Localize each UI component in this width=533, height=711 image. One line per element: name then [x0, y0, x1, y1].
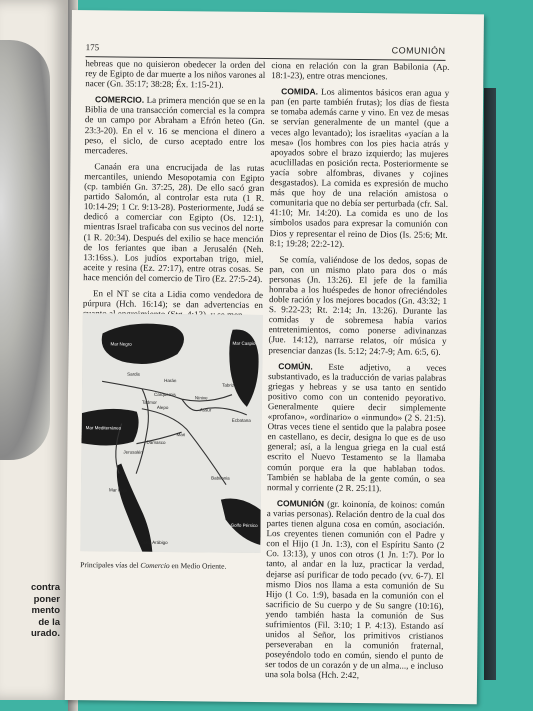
map-label: Golfo Arábigo	[140, 539, 168, 546]
entry-text: (gr. koinonía, de koinos: común a varias personas). Relación dentro de la cual dos partes tienen alguna cosa en común, asociación. Los creyentes tienen comunión con el Padre y con el Hijo (1 Jn. 1:3), con el Espíritu Santo (2 Co. 13:13), y unos con otros (1 Jn. 1:7). Por lo tanto, al andar en la luz, practicar la verdad, dejarse así purificar de todo pecado (vv. 6-7). El mismo Dios nos llama a esta comunión de Su Hijo (1 Co. 1:9), basada en la comunión con el sacrificio de Su cuerpo y de Su sangre (10:16), yendo también hasta la comunión de Sus sufrimientos (Fil. 3:10; 1 P. 4:13). Estando así unidos al Señor, los primitivos cristianos perseveraban en la comunión fraternal, poseyéndolo todo en común, siendo el punto de ser todos de un corazón y de un alma..., e incluso una sola bolsa (Hch. 2:42,	[264, 498, 445, 681]
map-label: Babilonia	[211, 475, 230, 481]
map-label: Mar Caspio	[232, 340, 256, 346]
map-label: Damasco	[146, 439, 166, 446]
map-label: Assur	[199, 407, 212, 413]
map-graphic	[80, 313, 262, 553]
trade-routes-map	[80, 313, 262, 553]
map-label: Nínive	[194, 395, 208, 401]
paragraph: En el NT se cita a Lidia como vendedora de púrpura (Hch. 16:14); se dan advertencias en	[82, 288, 264, 311]
map-label: Golfo Pérsico	[230, 522, 258, 528]
entry-comun	[267, 361, 446, 494]
entry-comunion	[265, 498, 445, 682]
map-label: Mar Rojo	[108, 487, 128, 493]
left-page	[0, 0, 68, 700]
entry-heading: COMUNIÓN	[276, 498, 325, 509]
left-column	[83, 58, 266, 326]
map-label: Mari	[176, 432, 186, 438]
paragraph: Canaán era una encrucijada de las rutas mercantiles, uniendo Mesopotamia con Egipto (cp. también Gn. 37:25, 28). De ello sacó gran partido Salomón, al controlar esta ruta (1 R. 10:14-29; 1 Cr. 9:13-28). Posteriormente, Judá se dedicó a comerciar con Egipto (Os. 12:1), mientras Israel traficaba con sus vecinos del norte (1 R. 20:34). Después del exilio se hace mención de los feriantes que iban a Jerusalén (Neh. 13:16ss.). Los judíos exportaban trigo, miel, aceite y resina (Ez. 27:17), entre otras cosas. Se hace mención del comercio de Tiro (Ez. 27:5-24).	[83, 161, 265, 284]
running-title: COMUNIÓN	[391, 45, 446, 56]
paragraph: ciona en relación con la gran Babilonia (Ap. 18:1-23), entre otras menciones.	[271, 60, 450, 82]
left-page-caption: contra poner mento de la urado.	[30, 582, 60, 639]
entry-heading: COMÚN.	[278, 360, 313, 372]
map-label: Ecbatana	[231, 417, 251, 423]
entry-comercio	[84, 94, 265, 156]
map-label: Sardis	[127, 371, 140, 377]
page-number: 175	[85, 42, 100, 53]
map-label: Mar Mediterráneo	[85, 425, 122, 431]
entry-heading: COMERCIO.	[95, 94, 145, 106]
entry-text: La primera mención que se en la Biblia de una transacción comercial es la compra de un campo por Abraham a Efrón heteo (Gn. 23:3-20). En el v. 16 se menciona el dinero a peso, el siclo, de curso aceptado entre los mercaderes.	[84, 95, 266, 156]
map-label: Mar Negro	[110, 341, 132, 347]
entry-comida	[270, 86, 450, 249]
book-cover-edge	[484, 88, 496, 680]
entry-text: Este adjetivo, a veces substantivado, es la traducción de varias palabras griegas y hebreas y se usa tanto en sentido positivo como con un contenido peyorativo. Generalmente quiere decir simplemente «profano», «ordinario» o «inmundo» (2 S. 21:5). Otras veces tiene el sentido que la palabra posee en castellano, es decir, designa lo que es de uso general; así, a la lengua griega en la cual está escrito el Nuevo Testamento se la llamaba común porque era la que hablaban todos. También se hablaba de la gente común, o sea normal y corriente (2 R. 25:11).	[266, 361, 447, 494]
map-label: Carquemis	[153, 391, 176, 398]
entry-text: Los alimentos básicos eran agua y pan (en parte también frutas); los días de fiesta se tomaba además carne y vino. En vez de mesas se servían generalmente de un mantel (que a veces algo levantado); los israelitas «yacían a la mesa» (los hombres con los pies hacia atrás y apoyados sobre el brazo izquierdo; las mujeres acuclilladas en posición recta. Posteriormente se yacía sobre alfombras, divanes y cojines desgastados). La comida es expresión de mucho más que hoy de una relación amistosa o comunitaria que no debía ser perturbada (cfr. Sal. 41:10; Mr. 14:20). La comida es uno de los símbolos usados para expresar la comunión con Dios y representar el reino de Dios (Is. 25:6; Mt. 8:1; 19:28; 22:2-12).	[269, 86, 450, 249]
right-column	[265, 60, 450, 687]
right-page	[65, 10, 484, 704]
paragraph: hebreas que no quisieron obedecer la orden del rey de Egipto de dar muerte a los niños varones al nacer (Gn. 35:17; 38:28; Éx. 1:15-21).	[85, 58, 266, 90]
entry-heading: COMIDA.	[281, 86, 319, 97]
map-caption: Principales vías del Comercio en Medio Oriente.	[80, 560, 227, 571]
map-label: Harán	[164, 377, 177, 384]
map-label: Tabriz	[222, 382, 235, 388]
map-label: Alepo	[156, 404, 169, 411]
map-label: Jerusalén	[123, 449, 143, 455]
map-label: Tadmor	[141, 399, 157, 405]
paragraph: Se comía, valiéndose de los dedos, sopas de pan, con un mismo plato para dos o más personas (Jn. 13:26). El jefe de la familia honraba a los huéspedes de honor ofreciéndoles doble ración y los mejores bocados (Gn. 43:32; 1 S. 9:22-23; Rt. 2:14; Jn. 13:26). Durante las comidas y de sobremesa había varios entretenimientos, como ponerse adivinanzas (Jue. 14:12), narrarse relatos, oír música y presenciar danzas (Is. 5:12; 24:7-9; Am. 6:5, 6).	[268, 253, 448, 357]
left-page-illustration	[0, 40, 50, 460]
